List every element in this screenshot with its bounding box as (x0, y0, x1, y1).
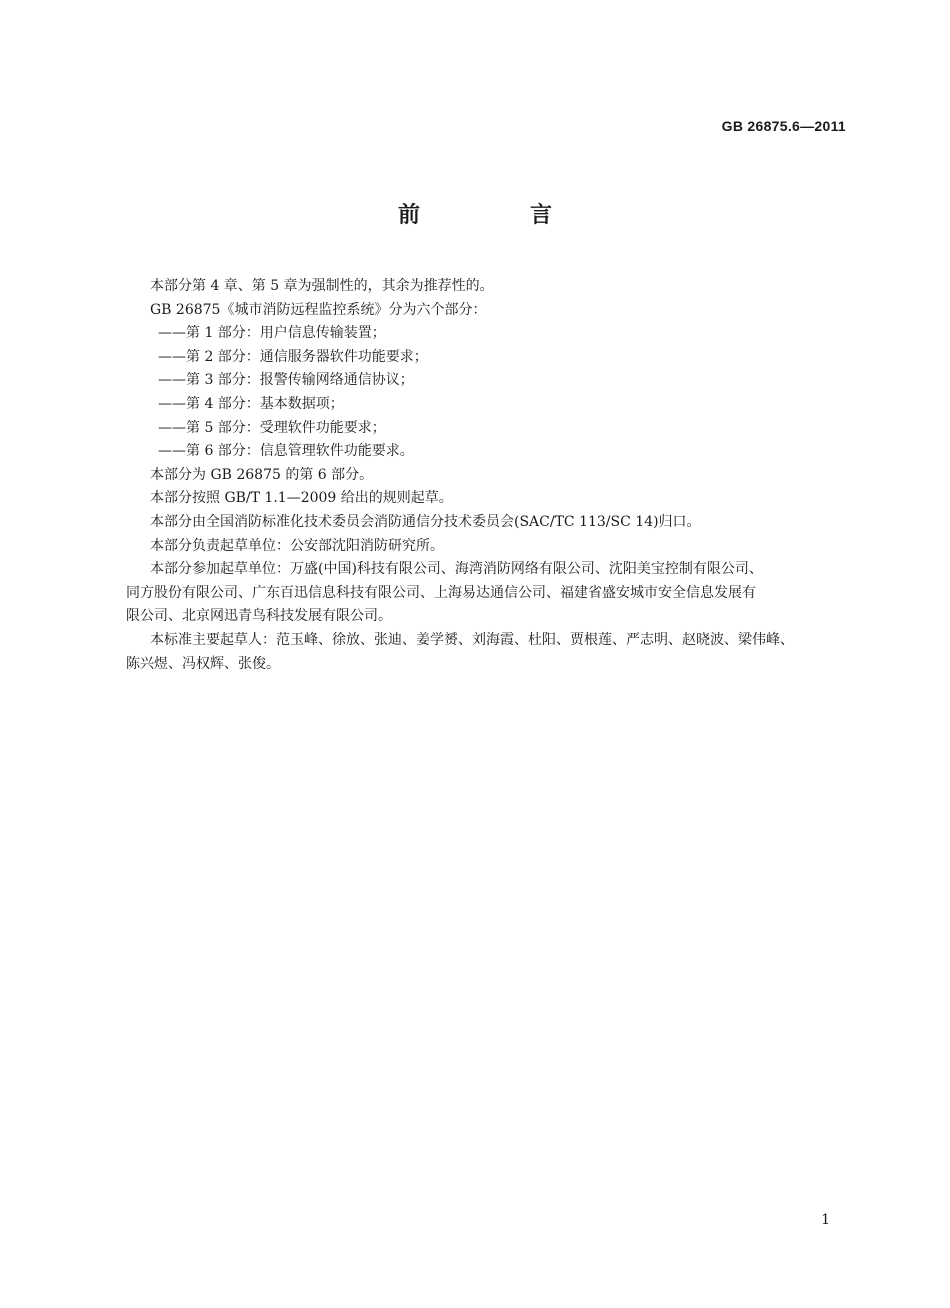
list-item: ——第 3 部分：报警传输网络通信协议； (158, 372, 414, 389)
list-item: ——第 1 部分：用户信息传输装置； (158, 325, 386, 342)
document-code: GB 26875.6—2011 (721, 118, 846, 134)
paragraph-committee: 本部分由全国消防标准化技术委员会消防通信分技术委员会(SAC/TC 113/SC 14)归口。 (150, 513, 701, 530)
paragraph-parts-intro: GB 26875《城市消防远程监控系统》分为六个部分： (150, 301, 487, 318)
paragraph-participating-units-line3: 限公司、北京网迅青鸟科技发展有限公司。 (126, 608, 392, 625)
list-item: ——第 6 部分：信息管理软件功能要求。 (158, 443, 414, 460)
list-item: ——第 5 部分：受理软件功能要求； (158, 419, 386, 436)
paragraph-part-number: 本部分为 GB 26875 的第 6 部分。 (150, 466, 374, 483)
paragraph-drafters-line2: 陈兴煜、冯权辉、张俊。 (126, 655, 280, 672)
list-item: ——第 4 部分：基本数据项； (158, 395, 344, 412)
paragraph-participating-units-line2: 同方股份有限公司、广东百迅信息科技有限公司、上海易达通信公司、福建省盛安城市安全信息发展有 (126, 584, 756, 601)
page-number: 1 (821, 1212, 830, 1228)
paragraph-participating-units-line1: 本部分参加起草单位：万盛(中国)科技有限公司、海湾消防网络有限公司、沈阳美宝控制有限公司、 (150, 561, 763, 578)
foreword-body (126, 275, 850, 676)
paragraph-responsible-unit: 本部分负责起草单位：公安部沈阳消防研究所。 (150, 537, 444, 554)
paragraph-drafting-rules: 本部分按照 GB/T 1.1—2009 给出的规则起草。 (150, 490, 453, 507)
paragraph-drafters-line1: 本标准主要起草人：范玉峰、徐放、张迪、姜学赟、刘海霞、杜阳、贾根莲、严志明、赵晓波、梁伟峰、 (150, 631, 794, 648)
page-title: 前 言 (397, 203, 596, 228)
list-item: ——第 2 部分：通信服务器软件功能要求； (158, 348, 428, 365)
paragraph-mandatory-note: 本部分第 4 章、第 5 章为强制性的，其余为推荐性的。 (150, 278, 494, 294)
